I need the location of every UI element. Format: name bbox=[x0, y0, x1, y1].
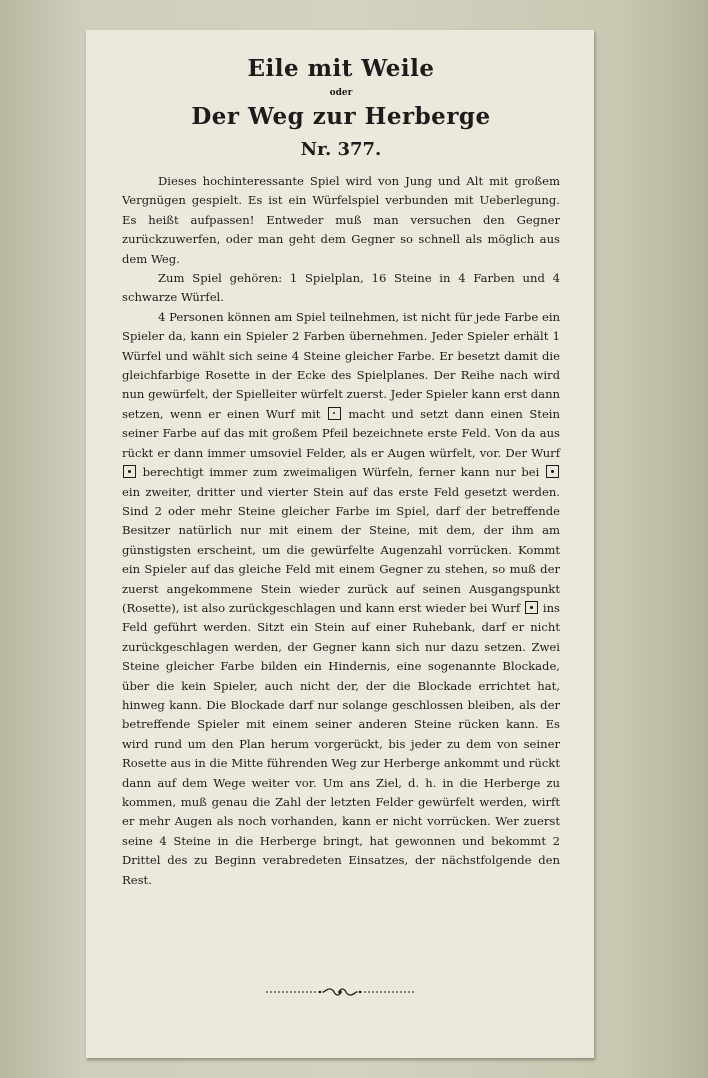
die-one-pip-icon bbox=[328, 407, 341, 420]
die-one-pip-icon bbox=[123, 465, 136, 478]
product-number: Nr. 377. bbox=[300, 139, 382, 160]
ornament-divider-icon bbox=[264, 985, 416, 999]
rules-text-4: ein zweiter, dritter und vierter Stein auf das erste Feld gesetzt werden. Sind 2 oder mehr Steine gleicher Farbe im Spiel, darf der betreffende Besitzer natürlich nur mit einem der Steine, mit dem, der ihm am günstigsten erscheint, um die gewürfelte Augenzahl vorrücken. Kommt ein Spieler auf das gleiche Feld mit einem Gegner zu stehen, so muß der zuerst angekommene Stein wieder zurück auf seinen Ausgangspunkt (Rosette), ist also zurückgeschlagen und kann erst wieder bei Wurf bbox=[122, 484, 560, 615]
rules-text-2: macht und setzt dann einen Stein seiner Farbe auf das mit großem Pfeil bezeichnete erste Feld. Von da aus rückt er dann immer umsoviel Felder, als er Augen würfelt, vor. Der Wurf bbox=[122, 406, 560, 460]
paragraph-contents: Zum Spiel gehören: 1 Spielplan, 16 Steine in 4 Farben und 4 schwarze Würfel. bbox=[122, 271, 560, 305]
paragraph-intro: Dieses hochinteressante Spiel wird von Jung und Alt mit großem Vergnügen gespielt. Es ist ein Würfelspiel verbunden mit Ueberlegung. Es heißt aufpassen! Entweder muß man versuchen den Gegner zurückzuwerfen, oder man geht dem Gegner so schnell als möglich aus dem Weg. bbox=[122, 174, 560, 266]
title-oder: oder bbox=[329, 88, 353, 98]
title-line-1: Eile mit Weile bbox=[247, 55, 435, 82]
die-one-pip-icon bbox=[525, 601, 538, 614]
die-one-pip-icon bbox=[546, 465, 559, 478]
paragraph-rules bbox=[122, 308, 560, 890]
rules-text-5: ins Feld geführt werden. Sitzt ein Stein auf einer Ruhebank, darf er nicht zurückgeschlagen werden, der Gegner kann sich nur dazu setzen. Zwei Steine gleicher Farbe bilden ein Hindernis, eine sogenannte Blockade, über die kein Spieler, auch nicht der, der die Blockade errichtet hat, hinweg kann. Die Blockade darf nur solange geschlossen bleiben, als der betreffende Spieler mit einem seiner anderen Steine rücken kann. Es wird rund um den Plan herum vorgerückt, bis jeder zu dem von seiner Rosette aus in die Mitte führenden Weg zur Herberge ankommt und rückt dann auf dem Wege weiter vor. Um ans Ziel, d. h. in die Herberge zu kommen, muß genau die Zahl der letzten Felder gewürfelt werden, wirft er mehr Augen als noch vorhanden, kann er nicht vorrücken. Wer zuerst seine 4 Steine in die Herberge bringt, hat gewonnen und bekommt 2 Drittel des zu Beginn verabredeten Einsatzes, der nächstfolgende den Rest. bbox=[122, 600, 560, 887]
title-line-2: Der Weg zur Herberge bbox=[191, 103, 491, 130]
rules-text-3: berechtigt immer zum zweimaligen Würfeln, ferner kann nur bei bbox=[142, 465, 540, 480]
rules-sheet bbox=[86, 30, 594, 1058]
rules-text-1: 4 Personen können am Spiel teilnehmen, ist nicht für jede Farbe ein Spieler da, kann ein Spieler 2 Farben übernehmen. Jeder Spieler erhält 1 Würfel und wählt sich seine 4 Steine gleicher Farbe. Er besetzt damit die gleichfarbige Rosette in der Ecke des Spielplanes. Der Reihe nach wird nun gewürfelt, der Spielleiter würfelt zuerst. Jeder Spieler kann erst dann setzen, wenn er einen Wurf mit bbox=[122, 309, 560, 421]
